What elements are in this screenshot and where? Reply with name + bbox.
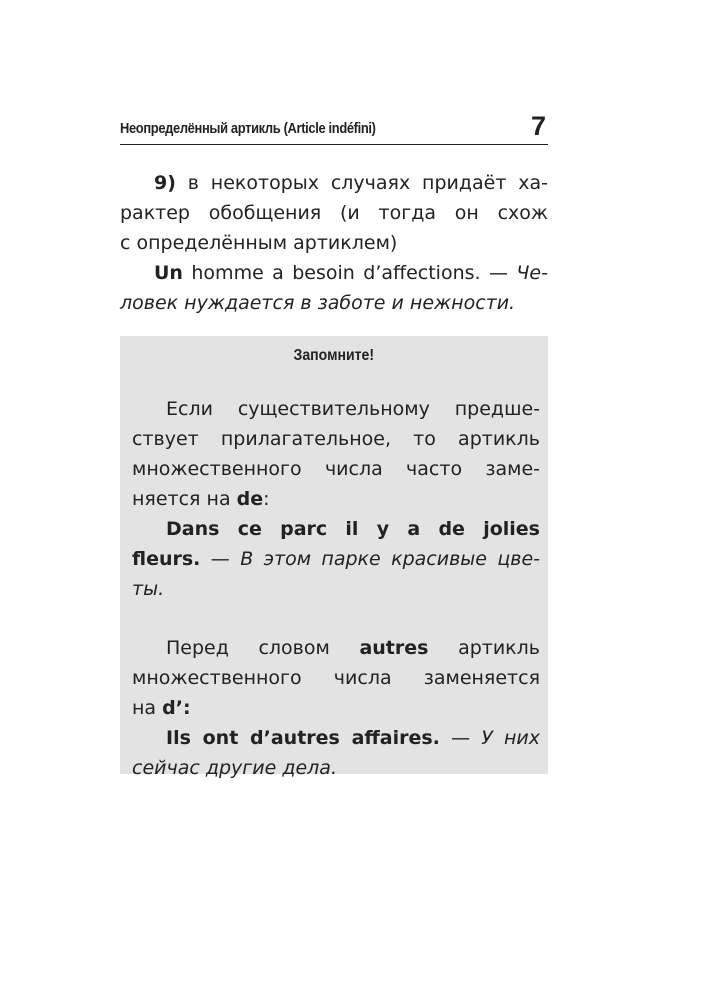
example-dash: — <box>488 262 508 284</box>
header-title: Неопределённый артикль (Article indéfini) <box>120 120 376 137</box>
intro-line <box>120 168 548 198</box>
example-line <box>120 258 548 288</box>
page-number: 7 <box>530 111 546 141</box>
rule1-line: множественного числа часто заме- <box>132 458 540 480</box>
note-body <box>132 394 540 783</box>
intro-text: в некоторых случаях придаёт ха- <box>187 172 548 194</box>
intro-line: рактер обобщения (и тогда он схож <box>120 202 548 224</box>
example-translation-line: ловек нуждается в заботе и нежности. <box>120 292 516 314</box>
note-title: Запомните! <box>293 347 375 364</box>
item-number: 9) <box>154 172 176 194</box>
rule2-line: множественного числа заменяется <box>132 667 540 689</box>
rule2-example-line: сейчас другие дела. <box>132 757 337 779</box>
rule1-line: няется на de: <box>132 488 270 510</box>
rule1-example-line: fleurs. — В этом парке красивые цве- <box>132 548 541 570</box>
rule1-article: de <box>236 488 264 510</box>
rule1-example-line: Dans ce parc il y a de jolies <box>166 518 540 540</box>
rule2-example-line: Ils ont d’autres affaires. — У них <box>166 727 541 749</box>
rule2-line: Перед словом autres артикль <box>166 637 540 659</box>
rule2-line: на d’: <box>132 697 191 719</box>
example-french: homme a besoin d’affections. <box>191 262 481 284</box>
example-translation: Че- <box>516 262 548 284</box>
example-article: Un <box>154 262 183 284</box>
rule1-example-line: ты. <box>132 578 165 600</box>
rule1-line: Если существительному предше- <box>166 398 540 420</box>
spacer <box>132 604 540 633</box>
intro-paragraph <box>120 168 548 318</box>
rule1-line: ствует прилагательное, то артикль <box>132 428 540 450</box>
intro-line: с определённым артиклем) <box>120 232 398 254</box>
remember-note-box <box>120 336 548 779</box>
running-header <box>120 110 548 145</box>
